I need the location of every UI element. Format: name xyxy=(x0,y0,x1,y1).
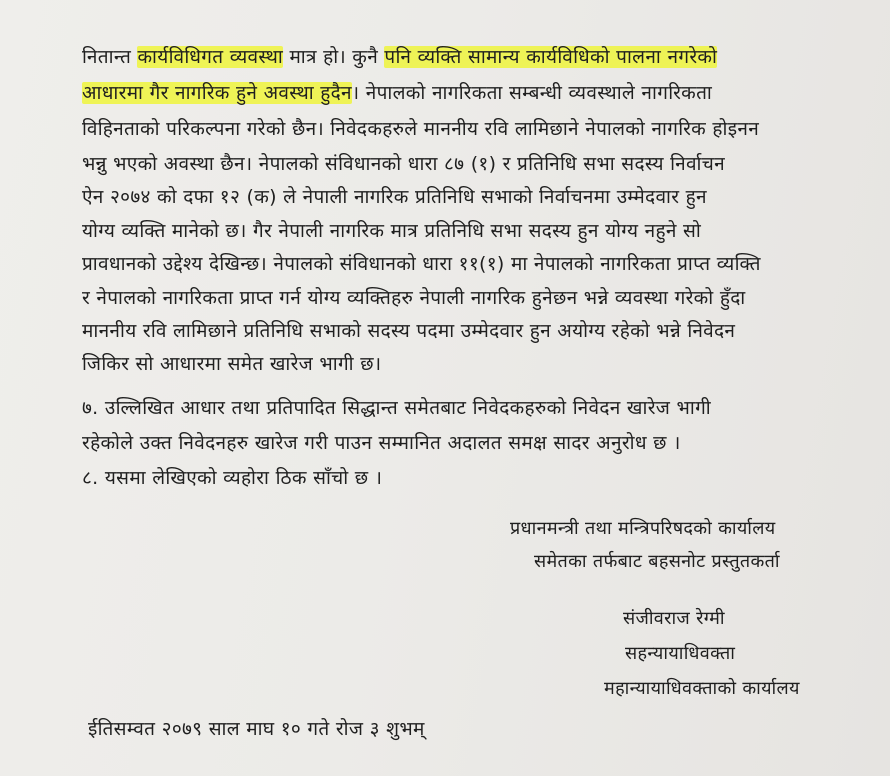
paragraph-line-5: ऐन २०७४ को दफा १२ (क) ले नेपाली नागरिक प्रतिनिधि सभाको निर्वाचनमा उम्मेदवार हुन xyxy=(82,186,707,208)
submitter-office: प्रधानमन्त्री तथा मन्त्रिपरिषदको कार्यालय xyxy=(510,518,776,539)
paragraph-line-8: र नेपालको नागरिकता प्राप्त गर्न योग्य व्यक्तिहरु नेपाली नागरिक हुनेछन भन्ने व्यवस्था गरेको हुँदा xyxy=(82,287,746,309)
point-7-line-2: रहेकोले उक्त निवेदनहरु खारेज गरी पाउन सम्मानित अदालत समक्ष सादर अनुरोध छ । xyxy=(82,432,681,454)
point-7-line-1: ७. उल्लिखित आधार तथा प्रतिपादित सिद्धान्त समेतबाट निवेदकहरुको निवेदन खारेज भागी xyxy=(82,397,711,419)
signatory-title: सहन्यायाधिवक्ता xyxy=(625,643,736,664)
highlighted-phrase-3: आधारमा गैर नागरिक हुने अवस्था हुदैन xyxy=(82,82,352,104)
point-8: ८. यसमा लेखिएको व्यहोरा ठिक साँचो छ । xyxy=(82,467,383,489)
highlighted-phrase-1: कार्यविधिगत व्यवस्था xyxy=(137,46,284,68)
date-line: ईतिसम्वत २०७९ साल माघ १० गते रोज ३ शुभम् xyxy=(88,718,425,740)
submitter-role: समेतका तर्फबाट बहसनोट प्रस्तुतकर्ता xyxy=(534,551,780,572)
paragraph-line-4: भन्नु भएको अवस्था छैन। नेपालको संविधानको धारा ८७ (१) र प्रतिनिधि सभा सदस्य निर्वाचन xyxy=(82,153,725,175)
line1-text-middle: मात्र हो। कुनै xyxy=(283,46,385,68)
paragraph-line-9: माननीय रवि लामिछाने प्रतिनिधि सभाको सदस्य पदमा उम्मेदवार हुन अयोग्य रहेको भन्ने निवेदन xyxy=(82,320,736,342)
paragraph-line-2 xyxy=(82,80,712,106)
signatory-office: महान्यायाधिवक्ताको कार्यालय xyxy=(604,678,800,699)
paragraph-line-1 xyxy=(82,44,717,70)
paragraph-line-7: प्रावधानको उद्देश्य देखिन्छ। नेपालको संविधानको धारा ११(१) मा नेपालको नागरिकता प्राप्त व्यक्ति xyxy=(82,253,761,275)
paragraph-line-6: योग्य व्यक्ति मानेको छ। गैर नेपाली नागरिक मात्र प्रतिनिधि सभा सदस्य हुन योग्य नहुने सो xyxy=(82,220,702,242)
paragraph-line-3: विहिनताको परिकल्पना गरेको छैन। निवेदकहरुले माननीय रवि लामिछाने नेपालको नागरिक होइनन xyxy=(82,118,760,140)
paragraph-line-10: जिकिर सो आधारमा समेत खारेज भागी छ। xyxy=(82,353,382,375)
line2-text-end: । नेपालको नागरिकता सम्बन्धी व्यवस्थाले नागरिकता xyxy=(351,82,713,104)
line1-text-start: नितान्त xyxy=(82,46,138,68)
signatory-name: संजीवराज रेग्मी xyxy=(623,608,725,629)
highlighted-phrase-2: पनि व्यक्ति सामान्य कार्यविधिको पालना नगरेको xyxy=(384,46,718,68)
